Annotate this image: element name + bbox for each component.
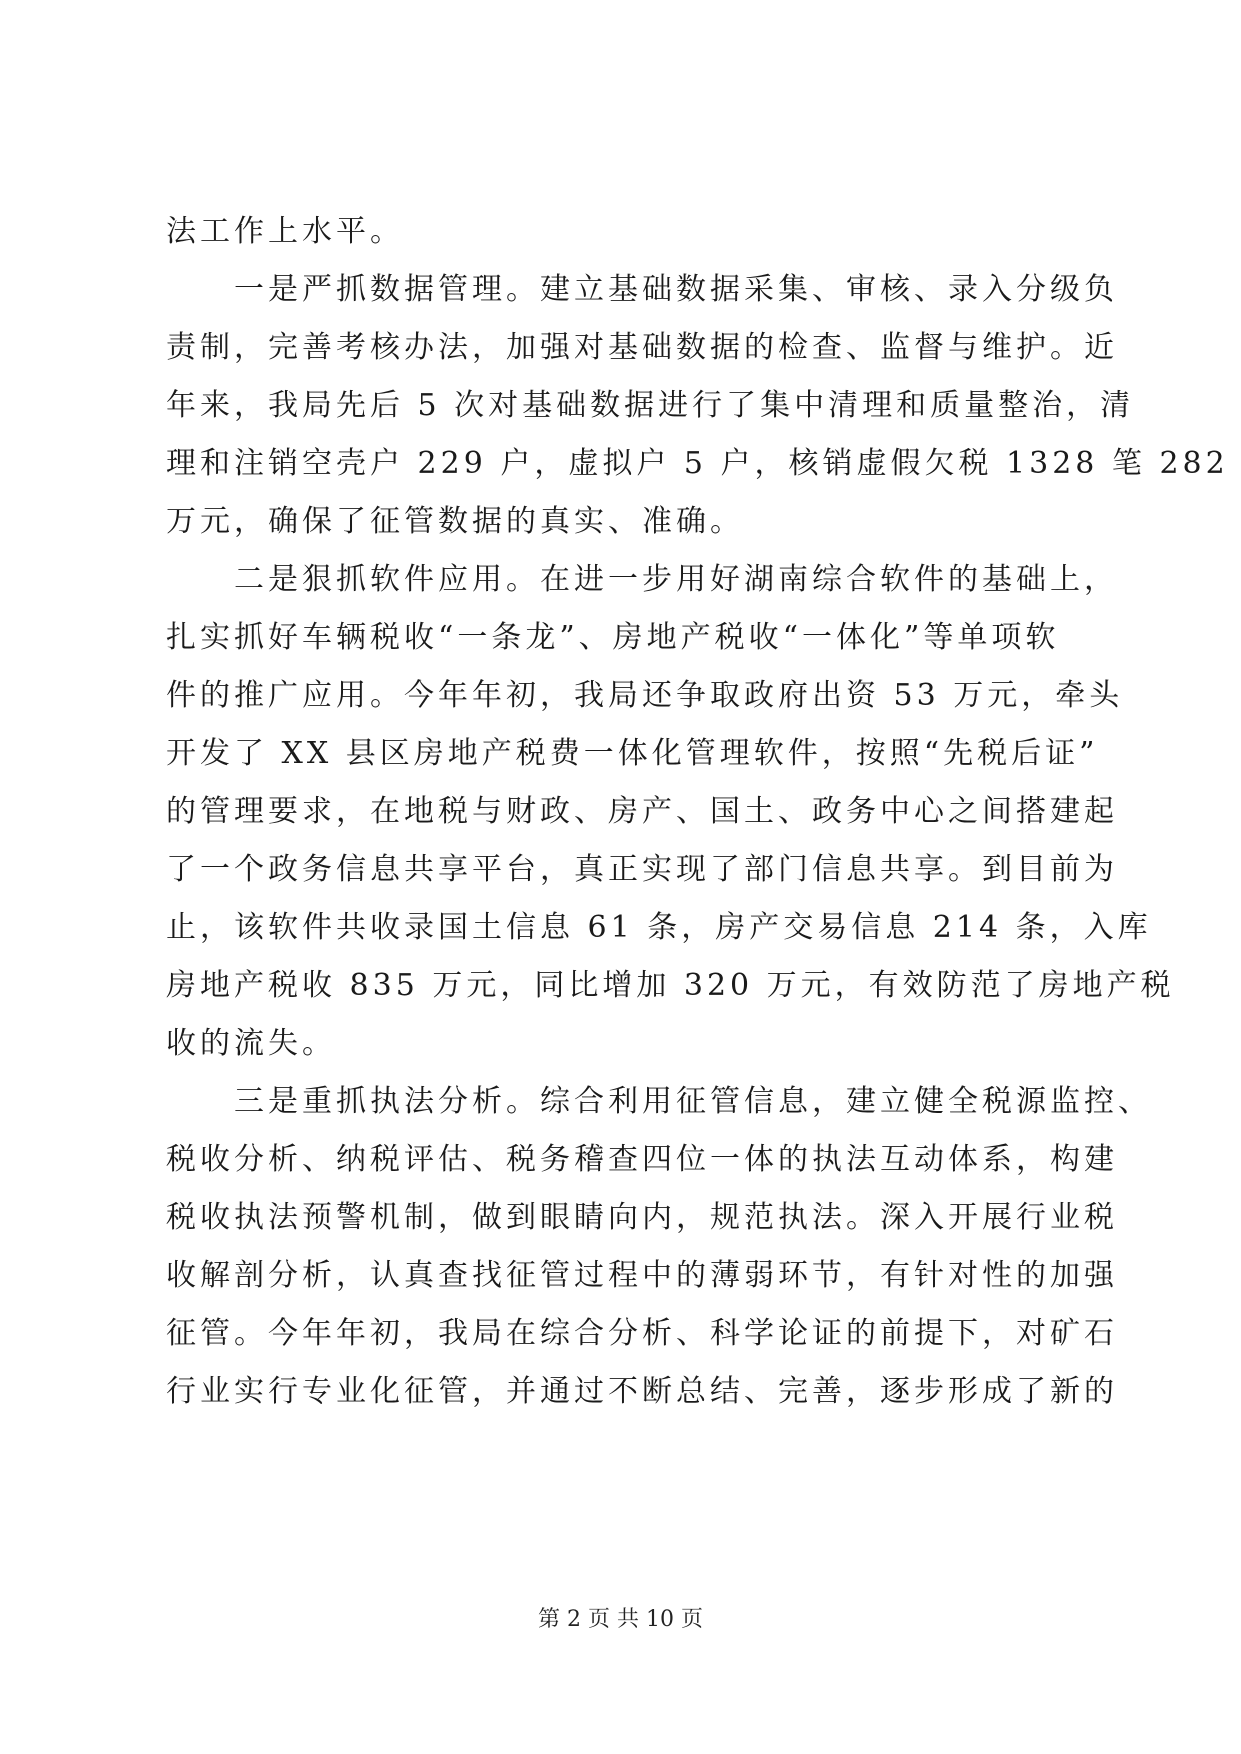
text-line: 扎实抓好车辆税收“一条龙”、房地产税收“一体化”等单项软 — [166, 620, 1060, 655]
text-line: 房地产税收 835 万元，同比增加 320 万元，有效防范了房地产税 — [166, 968, 1175, 1003]
text-line: 了一个政务信息共享平台，真正实现了部门信息共享。到目前为 — [166, 852, 1118, 887]
text-line: 止，该软件共收录国土信息 61 条，房产交易信息 214 条，入库 — [166, 910, 1152, 945]
body-text — [166, 203, 1229, 1421]
text-line: 件的推广应用。今年年初，我局还争取政府出资 53 万元，牵头 — [166, 678, 1124, 713]
text-line: 的管理要求，在地税与财政、房产、国土、政务中心之间搭建起 — [166, 794, 1118, 829]
text-line: 收解剖分析，认真查找征管过程中的薄弱环节，有针对性的加强 — [166, 1258, 1118, 1293]
text-line: 收的流失。 — [166, 1026, 336, 1061]
text-line: 三是重抓执法分析。综合利用征管信息，建立健全税源监控、 — [166, 1084, 1152, 1119]
text-line: 责制，完善考核办法，加强对基础数据的检查、监督与维护。近 — [166, 330, 1118, 365]
text-line: 理和注销空壳户 229 户，虚拟户 5 户，核销虚假欠税 1328 笔 282 — [166, 446, 1229, 481]
text-line: 年来，我局先后 5 次对基础数据进行了集中清理和质量整治，清 — [166, 388, 1135, 423]
text-line: 税收执法预警机制，做到眼睛向内，规范执法。深入开展行业税 — [166, 1200, 1118, 1235]
text-line: 二是狠抓软件应用。在进一步用好湖南综合软件的基础上， — [166, 562, 1118, 597]
page-number-footer: 第 2 页 共 10 页 — [538, 1607, 703, 1632]
text-line: 税收分析、纳税评估、税务稽查四位一体的执法互动体系，构建 — [166, 1142, 1118, 1177]
text-line: 一是严抓数据管理。建立基础数据采集、审核、录入分级负 — [166, 272, 1118, 307]
text-line: 开发了 XX 县区房地产税费一体化管理软件，按照“先税后证” — [166, 736, 1099, 771]
text-line: 行业实行专业化征管，并通过不断总结、完善，逐步形成了新的 — [166, 1374, 1118, 1409]
text-line: 征管。今年年初，我局在综合分析、科学论证的前提下，对矿石 — [166, 1316, 1118, 1351]
text-line: 万元，确保了征管数据的真实、准确。 — [166, 504, 744, 539]
text-line: 法工作上水平。 — [166, 214, 404, 249]
